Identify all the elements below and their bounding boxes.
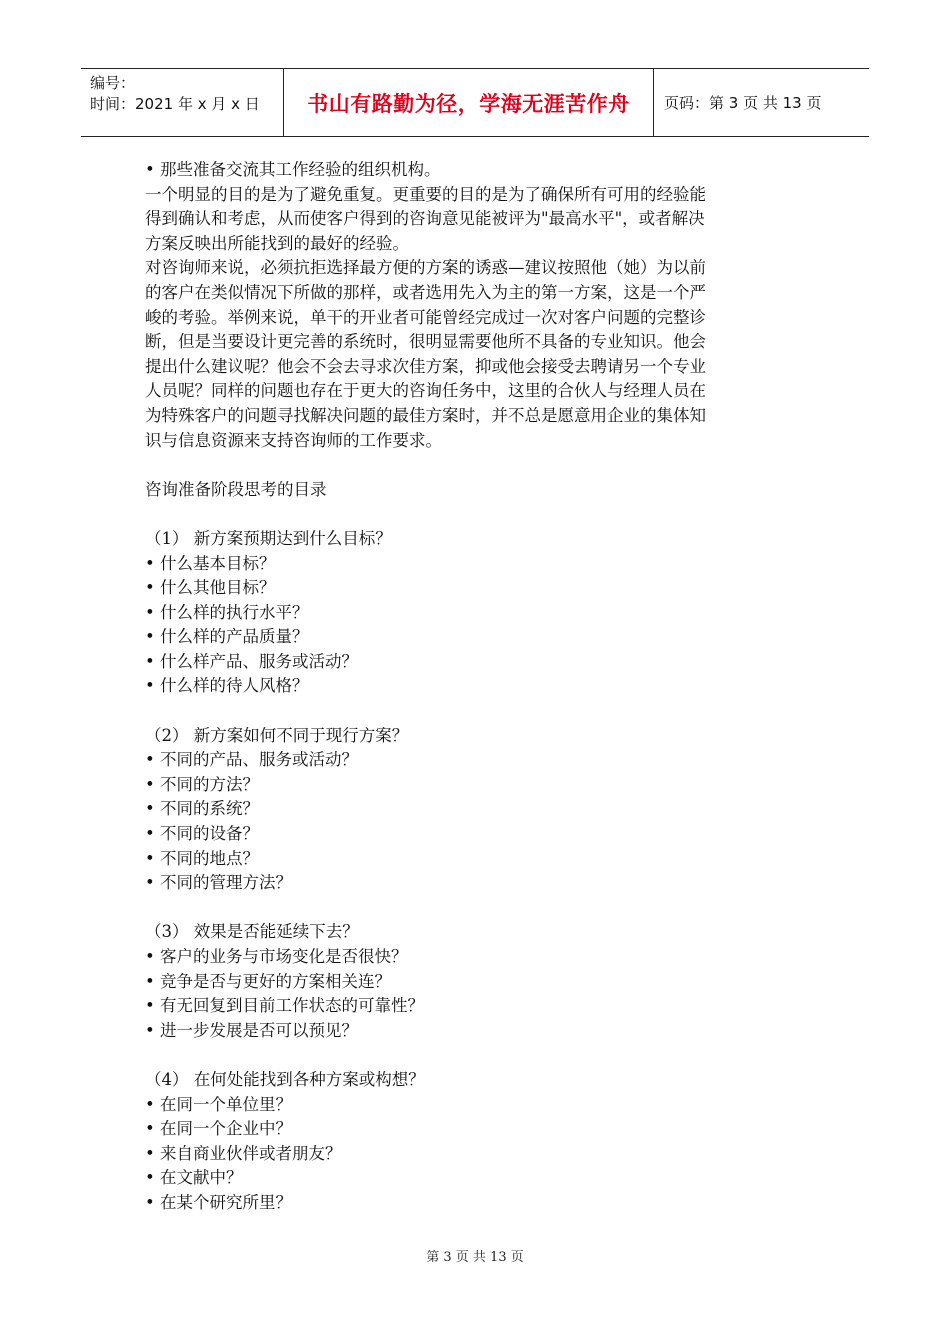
text-line: 咨询准备阶段思考的目录	[145, 479, 327, 499]
header-page-info: 页码：第 3 页 共 13 页	[664, 94, 822, 112]
text-line: 为特殊客户的问题寻找解决问题的最佳方案时，并不总是愿意用企业的集体知	[145, 405, 706, 425]
text-line: 一个明显的目的是为了避免重复。更重要的目的是为了确保所有可用的经验能	[145, 184, 706, 204]
text-line: • 不同的管理方法？	[145, 873, 292, 893]
text-line: • 什么其他目标？	[145, 578, 276, 598]
text-line: • 那些准备交流其工作经验的组织机构。	[145, 160, 441, 179]
blank-line	[145, 699, 805, 724]
blank-line	[145, 502, 805, 527]
text-line: • 不同的地点？	[145, 848, 259, 868]
text-line: • 不同的方法？	[145, 774, 259, 794]
blank-line	[145, 453, 805, 478]
text-line: 识与信息资源来支持咨询师的工作要求。	[145, 430, 442, 450]
text-line: （4） 在何处能找到各种方案或构想？	[145, 1069, 425, 1089]
text-line: • 不同的系统？	[145, 799, 259, 819]
text-line: • 不同的产品、服务或活动？	[145, 750, 358, 770]
text-line: • 什么样的执行水平？	[145, 602, 309, 622]
text-line: 对咨询师来说，必须抗拒选择最方便的方案的诱惑—建议按照他（她）为以前	[145, 258, 706, 278]
text-line: 断，但是当要设计更完善的系统时，很明显需要他所不具备的专业知识。他会	[145, 332, 706, 352]
text-line: 提出什么建议呢？他会不会去寻求次佳方案，抑或他会接受去聘请另一个专业	[145, 356, 706, 376]
text-line: • 什么样的待人风格？	[145, 676, 309, 696]
page-header	[81, 68, 869, 137]
text-line: （3） 效果是否能延续下去？	[145, 922, 359, 942]
text-line: • 不同的设备？	[145, 824, 259, 844]
text-line: • 来自商业伙伴或者朋友？	[145, 1143, 342, 1163]
text-line: • 什么样产品、服务或活动？	[145, 651, 358, 671]
body-text	[145, 158, 805, 1216]
text-line: • 在同一个单位里？	[145, 1094, 292, 1114]
text-line: 得到确认和考虑，从而使客户得到的咨询意见能被评为"最高水平"，或者解决	[145, 209, 705, 229]
text-line: 峻的考验。举例来说，单干的开业者可能曾经完成过一次对客户问题的完整诊	[145, 307, 706, 327]
header-motto: 书山有路勤为径，学海无涯苦作舟	[283, 69, 654, 136]
text-line: • 在文献中？	[145, 1168, 243, 1188]
text-line: （2） 新方案如何不同于现行方案？	[145, 725, 409, 745]
text-line: • 什么样的产品质量？	[145, 627, 309, 647]
blank-line	[145, 896, 805, 921]
text-line: 方案反映出所能找到的最好的经验。	[145, 233, 409, 253]
text-line: • 有无回复到目前工作状态的可靠性？	[145, 996, 424, 1016]
text-line: 的客户在类似情况下所做的那样，或者选用先入为主的第一方案，这是一个严	[145, 282, 706, 302]
text-line: • 竞争是否与更好的方案相关连？	[145, 971, 391, 991]
text-line: （1） 新方案预期达到什么目标？	[145, 528, 392, 548]
text-line: • 什么基本目标？	[145, 553, 276, 573]
blank-line	[145, 1043, 805, 1068]
header-left-cell	[81, 69, 283, 136]
text-line: • 进一步发展是否可以预见？	[145, 1020, 358, 1040]
text-line: 人员呢？同样的问题也存在于更大的咨询任务中，这里的合伙人与经理人员在	[145, 381, 706, 401]
text-line: • 在某个研究所里？	[145, 1192, 292, 1212]
time-label: 时间：2021 年 x 月 x 日	[90, 95, 260, 113]
code-label: 编号：	[90, 74, 136, 92]
text-line: • 客户的业务与市场变化是否很快？	[145, 947, 408, 966]
page-footer: 第 3 页 共 13 页	[426, 1250, 524, 1265]
text-line: • 在同一个企业中？	[145, 1119, 292, 1139]
